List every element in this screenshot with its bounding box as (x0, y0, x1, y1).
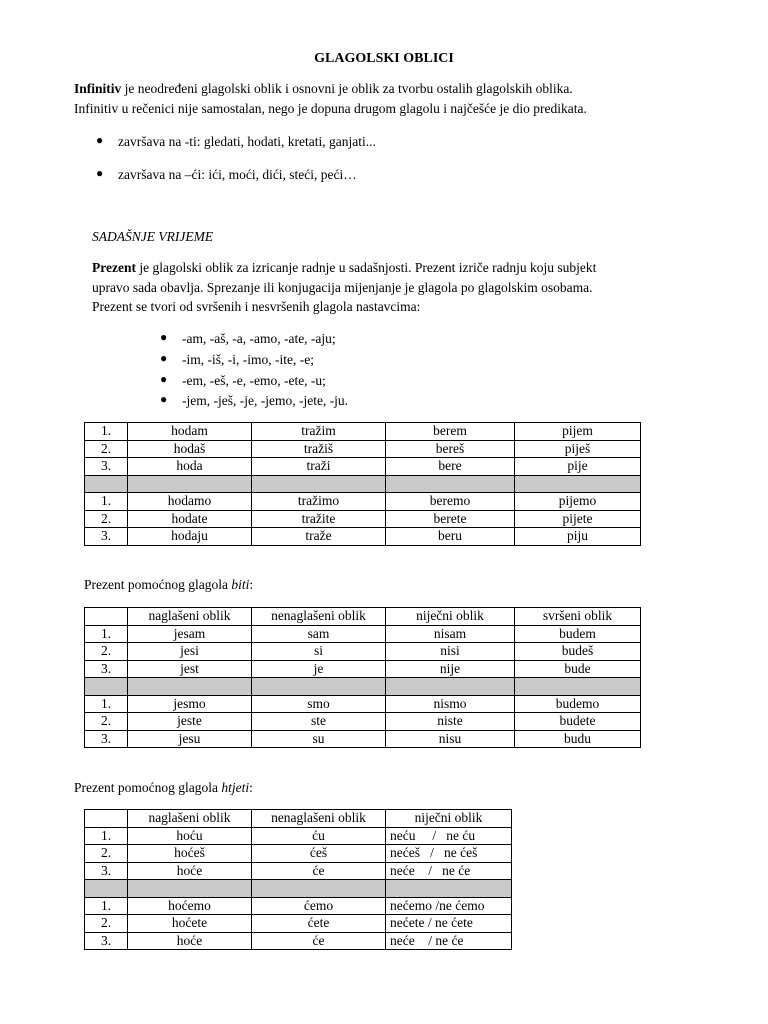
caption-prefix: Prezent pomoćnog glagola (74, 780, 222, 795)
bullet-icon: ● (160, 392, 168, 406)
table-cell: hodaju (128, 528, 252, 546)
infinitiv-paragraph (74, 80, 714, 117)
table-cell: nije (386, 660, 515, 678)
table-row (85, 625, 641, 643)
section-heading: SADAŠNJE VRIJEME (92, 229, 214, 244)
table-cell: bude (515, 660, 641, 678)
person-cell: 2. (85, 713, 128, 731)
person-cell: 2. (85, 915, 128, 933)
header-cell: nenaglašeni oblik (252, 608, 386, 626)
table-cell: si (252, 643, 386, 661)
table-cell: neću / ne ću (386, 827, 512, 845)
htjeti-caption (74, 779, 253, 797)
ending-bullet-4 (160, 392, 348, 410)
table-row (85, 440, 641, 458)
table-cell: berem (386, 423, 515, 441)
table-cell: hodate (128, 510, 252, 528)
table-cell: ste (252, 713, 386, 731)
table-cell: su (252, 730, 386, 748)
person-cell: 1. (85, 423, 128, 441)
table-cell: pije (515, 458, 641, 476)
prezent-line-1 (92, 259, 732, 277)
header-cell (85, 608, 128, 626)
table-cell: pijemo (515, 493, 641, 511)
htjeti-table (84, 809, 512, 950)
table-cell: neće / ne će (386, 932, 512, 950)
table-cell: berete (386, 510, 515, 528)
bullet-icon: ● (160, 351, 168, 365)
person-cell: 2. (85, 440, 128, 458)
table-cell: bereš (386, 440, 515, 458)
header-cell: svršeni oblik (515, 608, 641, 626)
person-cell: 1. (85, 493, 128, 511)
header-cell: niječni oblik (386, 810, 512, 828)
table-row (85, 713, 641, 731)
table-cell: će (252, 862, 386, 880)
ending-text-3: -em, -eš, -e, -emo, -ete, -u; (182, 373, 326, 388)
prezent-line-3: Prezent se tvori od svršenih i nesvršenih glagola nastavcima: (92, 299, 421, 315)
table-cell: bere (386, 458, 515, 476)
table-cell: pijete (515, 510, 641, 528)
ending-text-4: -jem, -ješ, -je, -jemo, -jete, -ju. (182, 393, 349, 408)
table-row (85, 423, 641, 441)
table-row (85, 695, 641, 713)
table-row (85, 827, 512, 845)
caption-verb: htjeti (221, 780, 250, 795)
table-row (85, 458, 641, 476)
table-cell: hodamo (128, 493, 252, 511)
table-row (85, 897, 512, 915)
caption-verb: biti (231, 577, 250, 592)
table-cell: hoćemo (128, 897, 252, 915)
header-cell: niječni oblik (386, 608, 515, 626)
table-cell: nećete / ne ćete (386, 915, 512, 933)
ending-text-1: -am, -aš, -a, -amo, -ate, -aju; (182, 331, 336, 346)
table-cell: ću (252, 827, 386, 845)
table-cell: hoću (128, 827, 252, 845)
table-cell: hoće (128, 932, 252, 950)
prezent-line-2: upravo sada obavlja. Sprezanje ili konjugacija mijenjanje je glagola po glagolskim osobama. (92, 279, 593, 295)
table-cell: smo (252, 695, 386, 713)
table-cell: jeste (128, 713, 252, 731)
table-cell: nisu (386, 730, 515, 748)
table-cell: hoćete (128, 915, 252, 933)
biti-table (84, 607, 641, 748)
table-cell: budete (515, 713, 641, 731)
table-cell: traže (252, 528, 386, 546)
table-cell: nećeš / ne ćeš (386, 845, 512, 863)
person-cell: 2. (85, 643, 128, 661)
table-cell: budem (515, 625, 641, 643)
table-cell: tražimo (252, 493, 386, 511)
person-cell: 1. (85, 897, 128, 915)
bullet-icon: ● (96, 133, 104, 147)
infinitiv-text-1: je neodređeni glagolski oblik i osnovni je oblik za tvorbu ostalih glagolskih oblika. (121, 81, 573, 96)
infinitiv-term: Infinitiv (74, 81, 122, 96)
caption-prefix: Prezent pomoćnog glagola (84, 577, 232, 592)
table-cell: sam (252, 625, 386, 643)
person-cell: 3. (85, 660, 128, 678)
table-cell: hoće (128, 862, 252, 880)
table-separator-row (85, 678, 641, 696)
infinitiv-line-1 (74, 80, 714, 98)
table-cell: jesi (128, 643, 252, 661)
table-cell: piješ (515, 440, 641, 458)
bullet-icon: ● (96, 166, 104, 180)
table-cell: je (252, 660, 386, 678)
bullet-icon: ● (160, 330, 168, 344)
person-cell: 3. (85, 932, 128, 950)
table-cell: jesu (128, 730, 252, 748)
person-cell: 1. (85, 827, 128, 845)
table-cell: tražim (252, 423, 386, 441)
ending-bullet-2 (160, 351, 314, 369)
table-cell: tražite (252, 510, 386, 528)
table-cell: neće / ne će (386, 862, 512, 880)
table-cell: nisam (386, 625, 515, 643)
person-cell: 3. (85, 458, 128, 476)
prezent-paragraph (92, 259, 732, 316)
table-cell: ćemo (252, 897, 386, 915)
ending-bullet-1 (160, 330, 336, 348)
table-cell: ćeš (252, 845, 386, 863)
table-header-row (85, 810, 512, 828)
person-cell: 3. (85, 528, 128, 546)
table-cell: niste (386, 713, 515, 731)
table-row (85, 510, 641, 528)
table-separator-row (85, 475, 641, 493)
table-cell: ćete (252, 915, 386, 933)
table-cell: jesam (128, 625, 252, 643)
table-cell: hodam (128, 423, 252, 441)
header-cell: nenaglašeni oblik (252, 810, 386, 828)
person-cell: 3. (85, 862, 128, 880)
header-cell: naglašeni oblik (128, 608, 252, 626)
infinitiv-bullet-text-1: završava na -ti: gledati, hodati, kretati, ganjati... (118, 134, 376, 149)
table-cell: hoda (128, 458, 252, 476)
bullet-icon: ● (160, 372, 168, 386)
infinitiv-bullet-1 (96, 133, 376, 151)
infinitiv-bullet-text-2: završava na –ći: ići, moći, dići, steći, peći… (118, 167, 357, 182)
table-cell: piju (515, 528, 641, 546)
person-cell: 3. (85, 730, 128, 748)
person-cell: 2. (85, 510, 128, 528)
table-cell: budeš (515, 643, 641, 661)
ending-bullet-3 (160, 372, 326, 390)
table-cell: nismo (386, 695, 515, 713)
person-cell: 1. (85, 625, 128, 643)
ending-text-2: -im, -iš, -i, -imo, -ite, -e; (182, 352, 314, 367)
table-cell: traži (252, 458, 386, 476)
table-row (85, 643, 641, 661)
header-cell: naglašeni oblik (128, 810, 252, 828)
table-cell: beru (386, 528, 515, 546)
table-cell: hoćeš (128, 845, 252, 863)
table-cell: će (252, 932, 386, 950)
table-row (85, 915, 512, 933)
table-row (85, 493, 641, 511)
table-cell: nećemo /ne ćemo (386, 897, 512, 915)
person-cell: 1. (85, 695, 128, 713)
table-cell: budemo (515, 695, 641, 713)
table-cell: budu (515, 730, 641, 748)
caption-suffix: : (249, 577, 254, 592)
biti-caption (84, 576, 253, 594)
table-cell: jest (128, 660, 252, 678)
conjugation-table (84, 422, 641, 546)
caption-suffix: : (249, 780, 253, 795)
table-row (85, 862, 512, 880)
table-row (85, 845, 512, 863)
page-title: GLAGOLSKI OBLICI (314, 51, 454, 66)
prezent-term: Prezent (92, 260, 136, 275)
header-cell (85, 810, 128, 828)
prezent-text-1: je glagolski oblik za izricanje radnje u sadašnjosti. Prezent izriče radnju koju subjekt (135, 260, 597, 275)
table-separator-row (85, 880, 512, 898)
table-cell: beremo (386, 493, 515, 511)
table-cell: jesmo (128, 695, 252, 713)
table-row (85, 730, 641, 748)
table-row (85, 660, 641, 678)
table-row (85, 932, 512, 950)
table-row (85, 528, 641, 546)
infinitiv-line-2: Infinitiv u rečenici nije samostalan, nego je dopuna drugom glagolu i najčešće je dio predikata. (74, 100, 587, 116)
infinitiv-bullet-2 (96, 166, 357, 184)
table-cell: nisi (386, 643, 515, 661)
table-cell: pijem (515, 423, 641, 441)
table-header-row (85, 608, 641, 626)
table-cell: tražiš (252, 440, 386, 458)
person-cell: 2. (85, 845, 128, 863)
table-cell: hodaš (128, 440, 252, 458)
